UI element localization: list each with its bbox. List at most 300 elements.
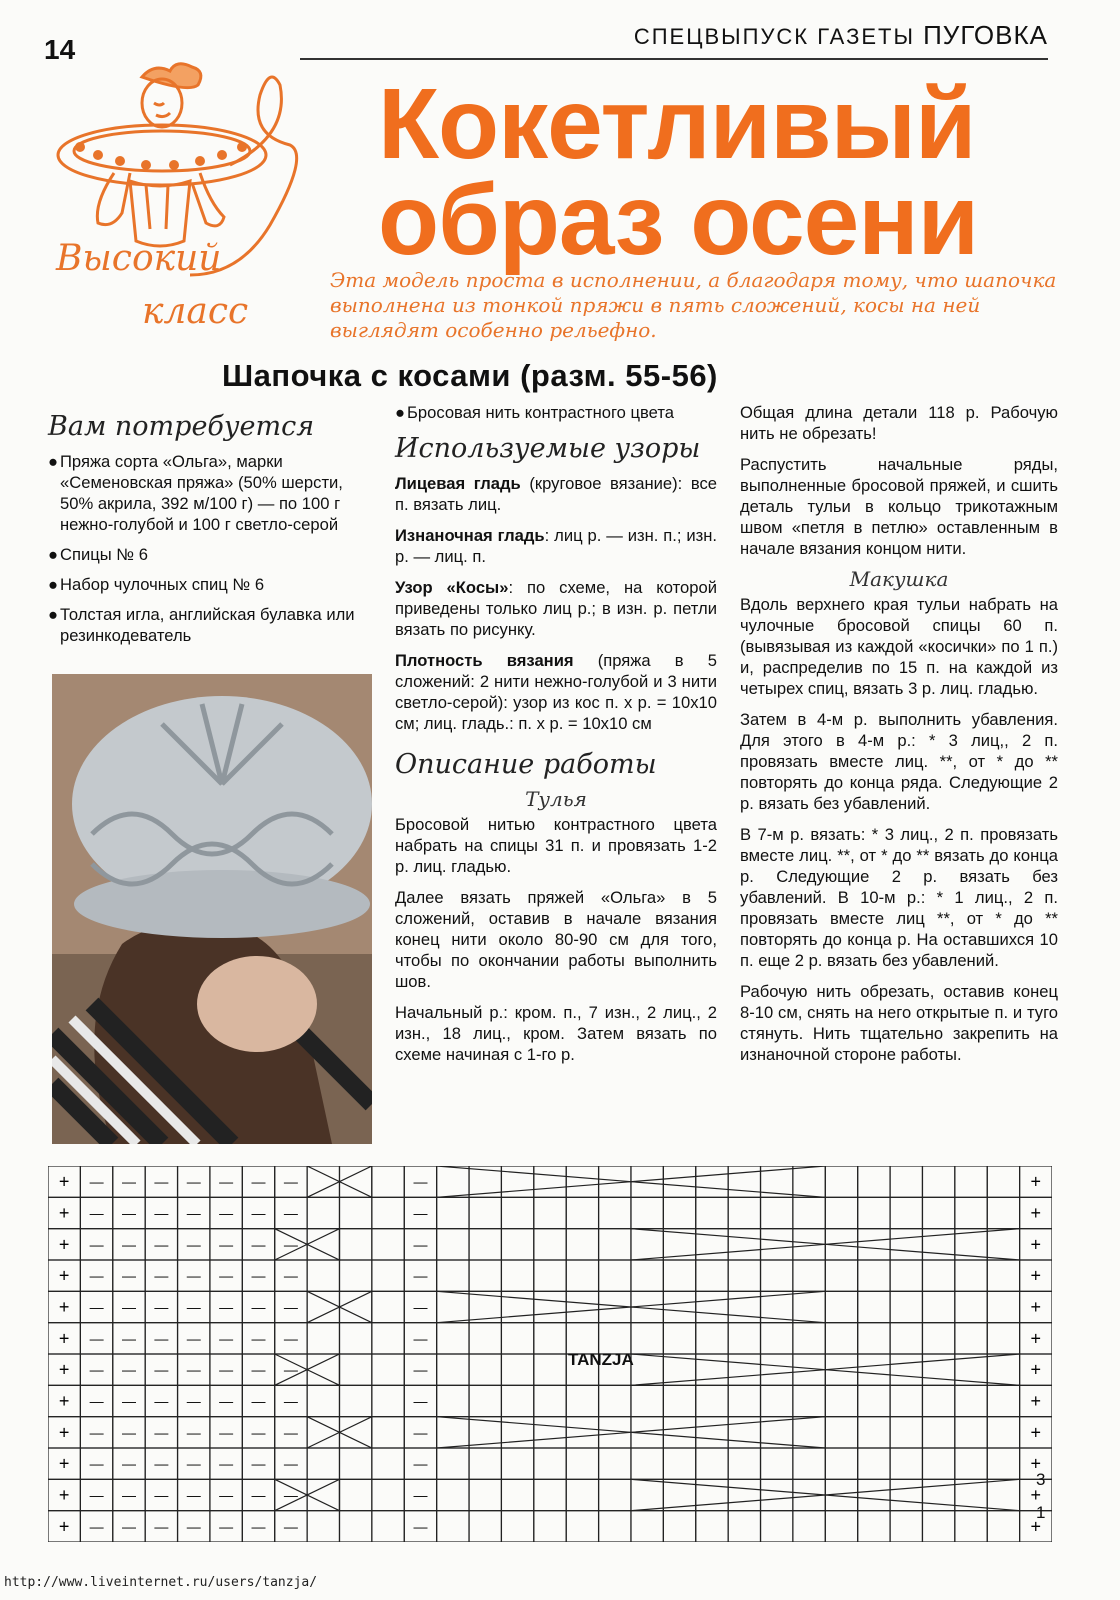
chart-purl-symbol: — [121,1518,136,1535]
chart-edge-symbol: + [1030,1359,1042,1380]
title-line2: образ осени [378,164,979,276]
work-heading: Описание работы [395,749,657,780]
instruction-paragraph: Распустить начальные ряды, выполненные бросовой пряжей, и сшить деталь тульи в кольцо трикотажным швом «петля в петлю» оставленным в начале вязания концом нити. [740,455,1058,558]
chart-purl-symbol: — [219,1518,234,1535]
instruction-paragraph: Вдоль верхнего края тульи набрать на чулочные бросовой спицы 60 п. (вывязывая из каждой «косички» по 1 п.) и, распределив по 15 п. на каждой из четырех спиц, вязать 3 р. лиц. гладью. [740,595,1058,698]
chart-cell [372,1354,404,1385]
chart-cell [955,1260,987,1291]
chart-purl-symbol: — [251,1518,266,1535]
chart-cell [793,1260,825,1291]
chart-cell [858,1354,890,1385]
chart-cell [761,1229,793,1260]
chart-cell [501,1448,533,1479]
chart-cell [987,1354,1019,1385]
materials-item: ● Пряжа сорта «Ольга», марки «Семеновская пряжа» (50% шерсти, 50% акрила, 392 м/100 г) — по 100 г нежно-голубой и 100 г светло-серой [48,452,343,534]
chart-purl-symbol: — [121,1487,136,1503]
chart-cell [339,1448,371,1479]
chart-edge-symbol: + [58,1328,70,1349]
chart-cell [858,1291,890,1322]
chart-cell [599,1260,631,1291]
chart-purl-symbol: — [186,1455,201,1472]
chart-cell [922,1197,954,1228]
chart-edge-symbol: + [58,1516,70,1537]
chart-cell [922,1229,954,1260]
chart-cell [469,1354,501,1385]
chart-cell [890,1229,922,1260]
chart-cell [566,1291,598,1322]
chart-cell [728,1354,760,1385]
chart-purl-symbol: — [89,1173,104,1190]
chart-cell [501,1166,533,1197]
chart-cell [728,1448,760,1479]
chart-cell [696,1354,728,1385]
chart-purl-symbol: — [89,1487,104,1503]
chart-cell [663,1260,695,1291]
chart-purl-symbol: — [219,1173,234,1190]
chart-cell [339,1197,371,1228]
instruction-paragraph: Рабочую нить обрезать, оставив конец 8-10 см, снять на него открытые п. и туго стянуть. Нить тщательно закрепить на изнаночной стороне работы. [740,982,1058,1064]
chart-cell [372,1323,404,1354]
chart-cell [890,1197,922,1228]
chart-cell [890,1511,922,1542]
chart-cell [696,1385,728,1416]
chart-cell [566,1197,598,1228]
chart-cell [955,1448,987,1479]
chart-cell [728,1197,760,1228]
chart-cell [858,1511,890,1542]
chart-purl-symbol: — [251,1205,266,1221]
chart-cell [922,1291,954,1322]
chart-cell [307,1166,339,1197]
chart-purl-symbol: — [283,1455,298,1472]
chart-cell [663,1166,695,1197]
title-line1: Кокетливый [378,68,976,180]
chart-cell [501,1511,533,1542]
chart-cell [469,1511,501,1542]
materials-item: ● Набор чулочных спиц № 6 [48,575,265,594]
chart-cell [825,1291,857,1322]
chart-purl-symbol: — [283,1267,298,1284]
chart-cell [469,1197,501,1228]
chart-cell [566,1448,598,1479]
chart-cell [696,1511,728,1542]
chart-cell [566,1166,598,1197]
chart-edge-symbol: + [1030,1171,1042,1192]
chart-cell [728,1229,760,1260]
chart-cell [566,1417,598,1448]
chart-cell [663,1385,695,1416]
chart-cell [922,1385,954,1416]
chart-purl-symbol: — [283,1361,298,1378]
chart-cell [534,1479,566,1510]
chart-purl-symbol: — [154,1424,169,1441]
chart-cell [728,1291,760,1322]
chart-cell [534,1417,566,1448]
chart-cell [696,1323,728,1354]
chart-cell [728,1166,760,1197]
chart-cell [696,1291,728,1322]
chart-cell [922,1323,954,1354]
chart-cell [987,1323,1019,1354]
chart-cell [696,1479,728,1510]
chart-cell [372,1511,404,1542]
chart-cell [793,1291,825,1322]
chart-cell [631,1385,663,1416]
chart-purl-symbol: — [251,1330,266,1347]
chart-cell [858,1197,890,1228]
chart-purl-symbol: — [186,1267,201,1284]
chart-cell [858,1323,890,1354]
chart-purl-symbol: — [186,1393,201,1409]
chart-cell [339,1166,371,1197]
chart-cell [890,1479,922,1510]
chart-edge-symbol: + [1030,1328,1042,1349]
chart-cell [696,1417,728,1448]
chart-cell [696,1166,728,1197]
chart-purl-symbol: — [219,1361,234,1378]
chart-edge-symbol: + [1030,1203,1042,1223]
chart-purl-symbol: — [89,1267,104,1284]
chart-cell [761,1260,793,1291]
chart-cell [501,1385,533,1416]
chart-cell [534,1197,566,1228]
chart-cell [761,1511,793,1542]
chart-purl-symbol: — [413,1455,428,1472]
chart-cell [599,1229,631,1260]
chart-cell [858,1417,890,1448]
chart-cell [728,1479,760,1510]
chart-purl-symbol: — [251,1361,266,1378]
chart-cell [599,1385,631,1416]
chart-cell [501,1229,533,1260]
chart-cell [728,1511,760,1542]
chart-cell [437,1229,469,1260]
hat-photo [52,674,372,1144]
chart-cell [987,1166,1019,1197]
chart-cell [534,1166,566,1197]
chart-cell [955,1385,987,1416]
cable-chart [48,1166,1052,1542]
chart-cell [922,1448,954,1479]
chart-purl-symbol: — [154,1267,169,1284]
chart-cell [922,1260,954,1291]
chart-cell [793,1197,825,1228]
patterns-heading: Используемые узоры [395,433,701,464]
row-label: 3 [1036,1470,1046,1489]
chart-purl-symbol: — [251,1236,266,1253]
chart-cell [437,1197,469,1228]
chart-edge-symbol: + [58,1265,70,1286]
chart-purl-symbol: — [154,1361,169,1378]
chart-cell [534,1511,566,1542]
chart-purl-symbol: — [283,1424,298,1441]
chart-purl-symbol: — [283,1299,298,1315]
chart-purl-symbol: — [283,1236,298,1253]
chart-purl-symbol: — [413,1299,428,1315]
chart-purl-symbol: — [186,1487,201,1503]
chart-cell [631,1354,663,1385]
chart-cell [339,1354,371,1385]
chart-cell [890,1291,922,1322]
chart-edge-symbol: + [58,1234,70,1255]
chart-cell [307,1511,339,1542]
chart-cell [696,1197,728,1228]
chart-purl-symbol: — [219,1424,234,1441]
chart-cell [372,1260,404,1291]
chart-purl-symbol: — [219,1487,234,1503]
work-paragraph: Начальный р.: кром. п., 7 изн., 2 лиц., 2 изн., 18 лиц., кром. Затем вязать по схеме начиная с 1-го р. [395,1003,717,1064]
chart-cell [534,1323,566,1354]
materials-column [48,410,370,655]
chart-cell [534,1291,566,1322]
chart-cell [307,1323,339,1354]
chart-purl-symbol: — [251,1487,266,1503]
chart-cell [599,1448,631,1479]
chart-purl-symbol: — [219,1236,234,1253]
materials-item: ● Бросовая нить контрастного цвета [395,403,674,422]
chart-purl-symbol: — [89,1455,104,1472]
chart-purl-symbol: — [89,1205,104,1221]
chart-cell [631,1448,663,1479]
chart-purl-symbol: — [219,1299,234,1315]
chart-cell [987,1385,1019,1416]
chart-cell [663,1511,695,1542]
chart-cell [437,1448,469,1479]
chart-cell [793,1323,825,1354]
chart-cell [501,1291,533,1322]
chart-cell [469,1448,501,1479]
materials-heading: Вам потребуется [48,411,315,442]
chart-purl-symbol: — [186,1299,201,1315]
chart-cell [922,1354,954,1385]
chart-cell [987,1448,1019,1479]
chart-cell [890,1385,922,1416]
chart-cell [437,1511,469,1542]
chart-cell [372,1448,404,1479]
chart-cell [534,1354,566,1385]
pattern-item: Лицевая гладь (круговое вязание): все п. вязать лиц. [395,474,717,514]
chart-purl-symbol: — [251,1393,266,1409]
chart-edge-symbol: + [1030,1297,1042,1317]
chart-cell [987,1197,1019,1228]
chart-cell [307,1385,339,1416]
chart-edge-symbol: + [1030,1265,1042,1286]
chart-cell [890,1260,922,1291]
chart-cell [922,1166,954,1197]
header-rule [300,58,1048,60]
chart-cell [631,1479,663,1510]
chart-cell [890,1323,922,1354]
chart-purl-symbol: — [413,1518,428,1535]
chart-purl-symbol: — [413,1361,428,1378]
chart-cell [793,1166,825,1197]
chart-cell [663,1417,695,1448]
chart-cell [858,1166,890,1197]
chart-purl-symbol: — [154,1518,169,1535]
chart-cell [469,1323,501,1354]
chart-cell [339,1260,371,1291]
chart-purl-symbol: — [251,1299,266,1315]
chart-cell [987,1479,1019,1510]
chart-cell [437,1323,469,1354]
chart-cell [501,1197,533,1228]
chart-purl-symbol: — [283,1518,298,1535]
pattern-item: Плотность вязания (пряжа в 5 сложений: 2 нити нежно-голубой и 3 нити светло-серой): узор из кос п. х р. = 10х10 см; лиц. гладь.: п. х р. = 10х10 см [395,651,717,733]
chart-cell [437,1291,469,1322]
chart-edge-symbol: + [58,1422,70,1443]
top-heading: Макушка [849,567,949,591]
chart-cell [825,1323,857,1354]
chart-purl-symbol: — [121,1173,136,1190]
chart-purl-symbol: — [121,1455,136,1472]
chart-purl-symbol: — [154,1330,169,1347]
chart-cell [987,1229,1019,1260]
chart-cell [307,1354,339,1385]
chart-cell [469,1479,501,1510]
chart-cell [437,1385,469,1416]
chart-purl-symbol: — [219,1393,234,1409]
chart-cell [922,1511,954,1542]
chart-purl-symbol: — [186,1361,201,1378]
chart-purl-symbol: — [154,1236,169,1253]
chart-purl-symbol: — [413,1330,428,1347]
vysokiy-klass-logo [50,55,310,345]
chart-cell [793,1511,825,1542]
chart-cell [825,1260,857,1291]
chart-cell [858,1448,890,1479]
chart-cell [501,1354,533,1385]
chart-edge-symbol: + [1030,1234,1042,1255]
chart-cell [437,1479,469,1510]
chart-cell [955,1417,987,1448]
chart-purl-symbol: — [89,1393,104,1409]
chart-cell [761,1385,793,1416]
chart-cell [728,1323,760,1354]
chart-cell [437,1166,469,1197]
chart-purl-symbol: — [186,1173,201,1190]
chart-cell [372,1291,404,1322]
chart-purl-symbol: — [89,1299,104,1315]
chart-cell [566,1479,598,1510]
chart-purl-symbol: — [219,1455,234,1472]
chart-cell [534,1229,566,1260]
chart-cell [825,1166,857,1197]
crown-heading: Тулья [525,787,587,811]
chart-purl-symbol: — [283,1393,298,1409]
chart-cell [534,1260,566,1291]
chart-purl-symbol: — [121,1424,136,1441]
chart-cell [469,1385,501,1416]
chart-cell [663,1291,695,1322]
chart-purl-symbol: — [121,1361,136,1378]
instructions-column [740,402,1058,1075]
chart-purl-symbol: — [413,1424,428,1441]
chart-edge-symbol: + [58,1391,70,1411]
chart-purl-symbol: — [283,1173,298,1190]
chart-cell [890,1448,922,1479]
chart-cell [339,1417,371,1448]
chart-purl-symbol: — [283,1487,298,1503]
chart-cell [858,1260,890,1291]
chart-cell [501,1260,533,1291]
chart-cell [437,1417,469,1448]
chart-cell [469,1229,501,1260]
chart-purl-symbol: — [154,1299,169,1315]
chart-cell [307,1291,339,1322]
logo-line1: Высокий [56,238,222,279]
chart-cell [631,1260,663,1291]
chart-purl-symbol: — [121,1267,136,1284]
chart-cell [437,1354,469,1385]
chart-cell [793,1385,825,1416]
chart-cell [566,1260,598,1291]
chart-cell [955,1323,987,1354]
chart-edge-symbol: + [58,1359,70,1380]
chart-cell [631,1323,663,1354]
chart-cell [339,1511,371,1542]
chart-cell [501,1417,533,1448]
chart-cell [339,1479,371,1510]
chart-cell [890,1166,922,1197]
chart-cell [825,1385,857,1416]
chart-purl-symbol: — [121,1393,136,1409]
chart-purl-symbol: — [154,1455,169,1472]
chart-cell [307,1229,339,1260]
instruction-paragraph: Общая длина детали 118 р. Рабочую нить не обрезать! [740,403,1058,443]
chart-cell [825,1197,857,1228]
chart-purl-symbol: — [121,1236,136,1253]
chart-cell [825,1417,857,1448]
chart-purl-symbol: — [413,1205,428,1221]
logo-line2: класс [142,291,249,332]
chart-cell [922,1479,954,1510]
chart-cell [339,1323,371,1354]
chart-purl-symbol: — [413,1173,428,1190]
chart-cell [566,1385,598,1416]
chart-purl-symbol: — [186,1518,201,1535]
chart-cell [761,1354,793,1385]
chart-cell [793,1417,825,1448]
chart-purl-symbol: — [154,1393,169,1409]
chart-cell [728,1417,760,1448]
chart-purl-symbol: — [154,1487,169,1503]
article-title [378,68,979,276]
chart-cell [307,1260,339,1291]
chart-purl-symbol: — [186,1330,201,1347]
lead-paragraph: Эта модель проста в исполнении, а благодаря тому, что шапочка выполнена из тонкой пряжи в пять сложений, косы на ней выглядят особенно рельефно. [330,268,1057,342]
work-paragraph: Далее вязать пряжей «Ольга» в 5 сложений, оставив в начале вязания конец нити около 80-90 см для того, чтобы по окончании работы выполнить шов. [395,888,717,991]
chart-purl-symbol: — [89,1236,104,1253]
chart-purl-symbol: — [186,1424,201,1441]
chart-edge-symbol: + [58,1171,70,1192]
chart-cell [631,1229,663,1260]
chart-cell [761,1448,793,1479]
chart-cell [890,1417,922,1448]
chart-edge-symbol: + [1030,1391,1042,1411]
chart-cell [599,1479,631,1510]
chart-purl-symbol: — [219,1267,234,1284]
chart-edge-symbol: + [1030,1485,1042,1505]
chart-purl-symbol: — [89,1330,104,1347]
chart-cell [955,1291,987,1322]
chart-watermark: TANZJA [568,1350,634,1369]
chart-purl-symbol: — [251,1267,266,1284]
chart-cell [728,1385,760,1416]
chart-cell [793,1448,825,1479]
chart-purl-symbol: — [283,1330,298,1347]
chart-cell [599,1197,631,1228]
chart-purl-symbol: — [121,1205,136,1221]
